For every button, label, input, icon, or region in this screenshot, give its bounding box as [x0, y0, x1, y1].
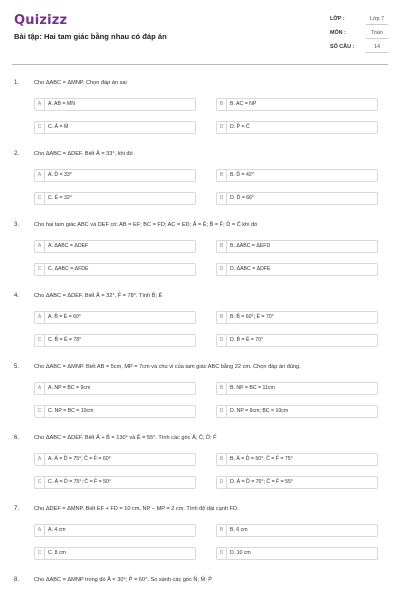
option-a[interactable] — [34, 453, 196, 466]
option-text: A. Â = D̂ = 75°; Ĉ = F̂ = 60° — [48, 456, 111, 462]
option-d[interactable] — [216, 121, 378, 134]
question-1 — [14, 80, 386, 134]
option-letter: C — [35, 335, 45, 346]
meta-count — [330, 42, 390, 56]
option-letter: B — [217, 454, 227, 465]
option-text: B. 6 cm — [230, 527, 248, 533]
option-letter: B — [217, 241, 227, 252]
meta-label: SỐ CÂU : — [330, 44, 355, 50]
option-letter: C — [35, 406, 45, 417]
option-d[interactable] — [216, 263, 378, 276]
option-a[interactable] — [34, 98, 196, 111]
option-letter: D — [217, 335, 227, 346]
question-number: 8. — [14, 577, 20, 583]
option-text: C. 8 cm — [48, 550, 66, 556]
option-c[interactable] — [34, 121, 196, 134]
option-c[interactable] — [34, 192, 196, 205]
question-text: Cho ΔABC = ΔMNP. Chọn đáp án sai — [34, 80, 127, 86]
quizizz-logo: Quizizz — [14, 13, 68, 28]
question-text: Cho ΔABC = ΔMNP. Biết AB = 5cm, MP = 7cm và chu vi của tam giác ABC bằng 22 cm. Chọn đáp án đúng. — [34, 364, 301, 370]
option-text: D. NP = 9cm; BC = 10cm — [230, 408, 289, 414]
option-d[interactable] — [216, 192, 378, 205]
question-text: Cho hai tam giác ABC và DEF có: AB = EF; BC = FD; AC = ED; Â = Ê; B̂ = F̂; D̂ = Ĉ khi đó — [34, 222, 258, 228]
option-letter: D — [217, 477, 227, 488]
option-text: B. NP = BC = 11cm — [230, 385, 275, 391]
meta-label: LỚP : — [330, 16, 345, 22]
option-c[interactable] — [34, 547, 196, 560]
option-c[interactable] — [34, 476, 196, 489]
question-text: Cho ΔABC = ΔDEF. Biết Â + B̂ = 130° và Ê = 55°. Tính các góc Â; Ĉ; D̂; F̂ — [34, 435, 217, 441]
option-text: A. ΔABC = ΔDEF — [48, 243, 89, 249]
option-letter: A — [35, 312, 45, 323]
option-b[interactable] — [216, 98, 378, 111]
option-text: D. Â = D̂ = 75°; Ĉ = F̂ = 55° — [230, 479, 293, 485]
option-a[interactable] — [34, 311, 196, 324]
option-c[interactable] — [34, 263, 196, 276]
option-text: A. 4 cm — [48, 527, 66, 533]
meta-subject — [330, 28, 390, 42]
question-text: Cho ΔABC = ΔDEF. Biết Â = 32°, F̂ = 78°. Tính B̂; Ê — [34, 293, 163, 299]
meta-value: 14 — [366, 44, 388, 53]
option-letter: C — [35, 264, 45, 275]
meta-class — [330, 14, 390, 28]
question-7 — [14, 506, 386, 560]
option-letter: B — [217, 312, 227, 323]
option-text: D. D̂ = 66° — [230, 195, 255, 201]
option-text: B. Â = D̂ = 50°; Ĉ = F̂ = 75° — [230, 456, 293, 462]
option-text: B. D̂ = 42° — [230, 172, 254, 178]
question-6 — [14, 435, 386, 489]
option-text: A. NP = BC = 9cm — [48, 385, 91, 391]
option-letter: B — [217, 170, 227, 181]
option-text: C. Â = M̂ — [48, 124, 69, 130]
option-text: A. D̂ = 33° — [48, 172, 72, 178]
option-letter: A — [35, 241, 45, 252]
option-letter: C — [35, 122, 45, 133]
option-c[interactable] — [34, 334, 196, 347]
option-d[interactable] — [216, 476, 378, 489]
question-text: Cho ΔDEF = ΔMNP. Biết EF + FD = 10 cm, NP − MP = 2 cm. Tính độ dài cạnh FD. — [34, 506, 239, 512]
option-letter: B — [217, 99, 227, 110]
option-text: C. ΔABC = ΔFDE — [48, 266, 89, 272]
option-text: A. B̂ = Ê = 60° — [48, 314, 81, 320]
question-8 — [14, 577, 386, 591]
option-letter: D — [217, 122, 227, 133]
option-text: B. ΔABC = ΔEFD — [230, 243, 271, 249]
option-text: D. P̂ = Ĉ — [230, 124, 250, 130]
option-text: D. ΔABC = ΔDFE — [230, 266, 271, 272]
option-text: D. B̂ = Ê = 70° — [230, 337, 264, 343]
option-letter: A — [35, 383, 45, 394]
question-number: 4. — [14, 293, 20, 299]
option-letter: D — [217, 193, 227, 204]
option-letter: D — [217, 406, 227, 417]
option-text: B. B̂ = 60°; Ê = 70° — [230, 314, 274, 320]
option-text: C. NP = BC = 10cm — [48, 408, 94, 414]
option-text: B. AC = NP — [230, 101, 257, 107]
option-letter: A — [35, 99, 45, 110]
option-b[interactable] — [216, 240, 378, 253]
option-letter: D — [217, 264, 227, 275]
option-b[interactable] — [216, 382, 378, 395]
question-4 — [14, 293, 386, 347]
question-text: Cho ΔABC = ΔDEF. Biết Â = 33°, khi đó — [34, 151, 133, 157]
option-b[interactable] — [216, 524, 378, 537]
option-letter: B — [217, 383, 227, 394]
option-letter: D — [217, 548, 227, 559]
header-divider — [12, 64, 388, 65]
option-text: A. AB = MN — [48, 101, 75, 107]
meta-value: Toán — [366, 30, 388, 39]
option-letter: C — [35, 548, 45, 559]
option-a[interactable] — [34, 240, 196, 253]
question-number: 1. — [14, 80, 20, 86]
option-text: C. B̂ = Ê = 78° — [48, 337, 82, 343]
meta-box — [330, 14, 390, 56]
option-a[interactable] — [34, 524, 196, 537]
option-letter: A — [35, 454, 45, 465]
option-d[interactable] — [216, 334, 378, 347]
option-letter: B — [217, 525, 227, 536]
option-a[interactable] — [34, 382, 196, 395]
question-number: 6. — [14, 435, 20, 441]
question-number: 5. — [14, 364, 20, 370]
option-c[interactable] — [34, 405, 196, 418]
meta-value: Lớp 7 — [366, 16, 388, 25]
option-b[interactable] — [216, 453, 378, 466]
option-text: C. Ê = 32° — [48, 195, 72, 201]
option-text: C. Â = D̂ = 75°; Ĉ = F̂ = 50° — [48, 479, 111, 485]
question-number: 3. — [14, 222, 20, 228]
page-title: Bài tập: Hai tam giác bằng nhau có đáp án — [14, 32, 167, 41]
option-text: D. 10 cm — [230, 550, 251, 556]
option-d[interactable] — [216, 547, 378, 560]
option-letter: A — [35, 525, 45, 536]
question-number: 2. — [14, 151, 20, 157]
question-5 — [14, 364, 386, 418]
option-b[interactable] — [216, 169, 378, 182]
question-number: 7. — [14, 506, 20, 512]
option-a[interactable] — [34, 169, 196, 182]
option-letter: C — [35, 193, 45, 204]
option-d[interactable] — [216, 405, 378, 418]
question-3 — [14, 222, 386, 276]
option-letter: C — [35, 477, 45, 488]
meta-label: MÔN : — [330, 30, 346, 36]
option-b[interactable] — [216, 311, 378, 324]
option-letter: A — [35, 170, 45, 181]
question-2 — [14, 151, 386, 205]
question-text: Cho ΔABC = ΔMNP trong đó Â = 30°; P̂ = 60°. So sánh các góc N̂; M̂; P̂ — [34, 577, 213, 583]
